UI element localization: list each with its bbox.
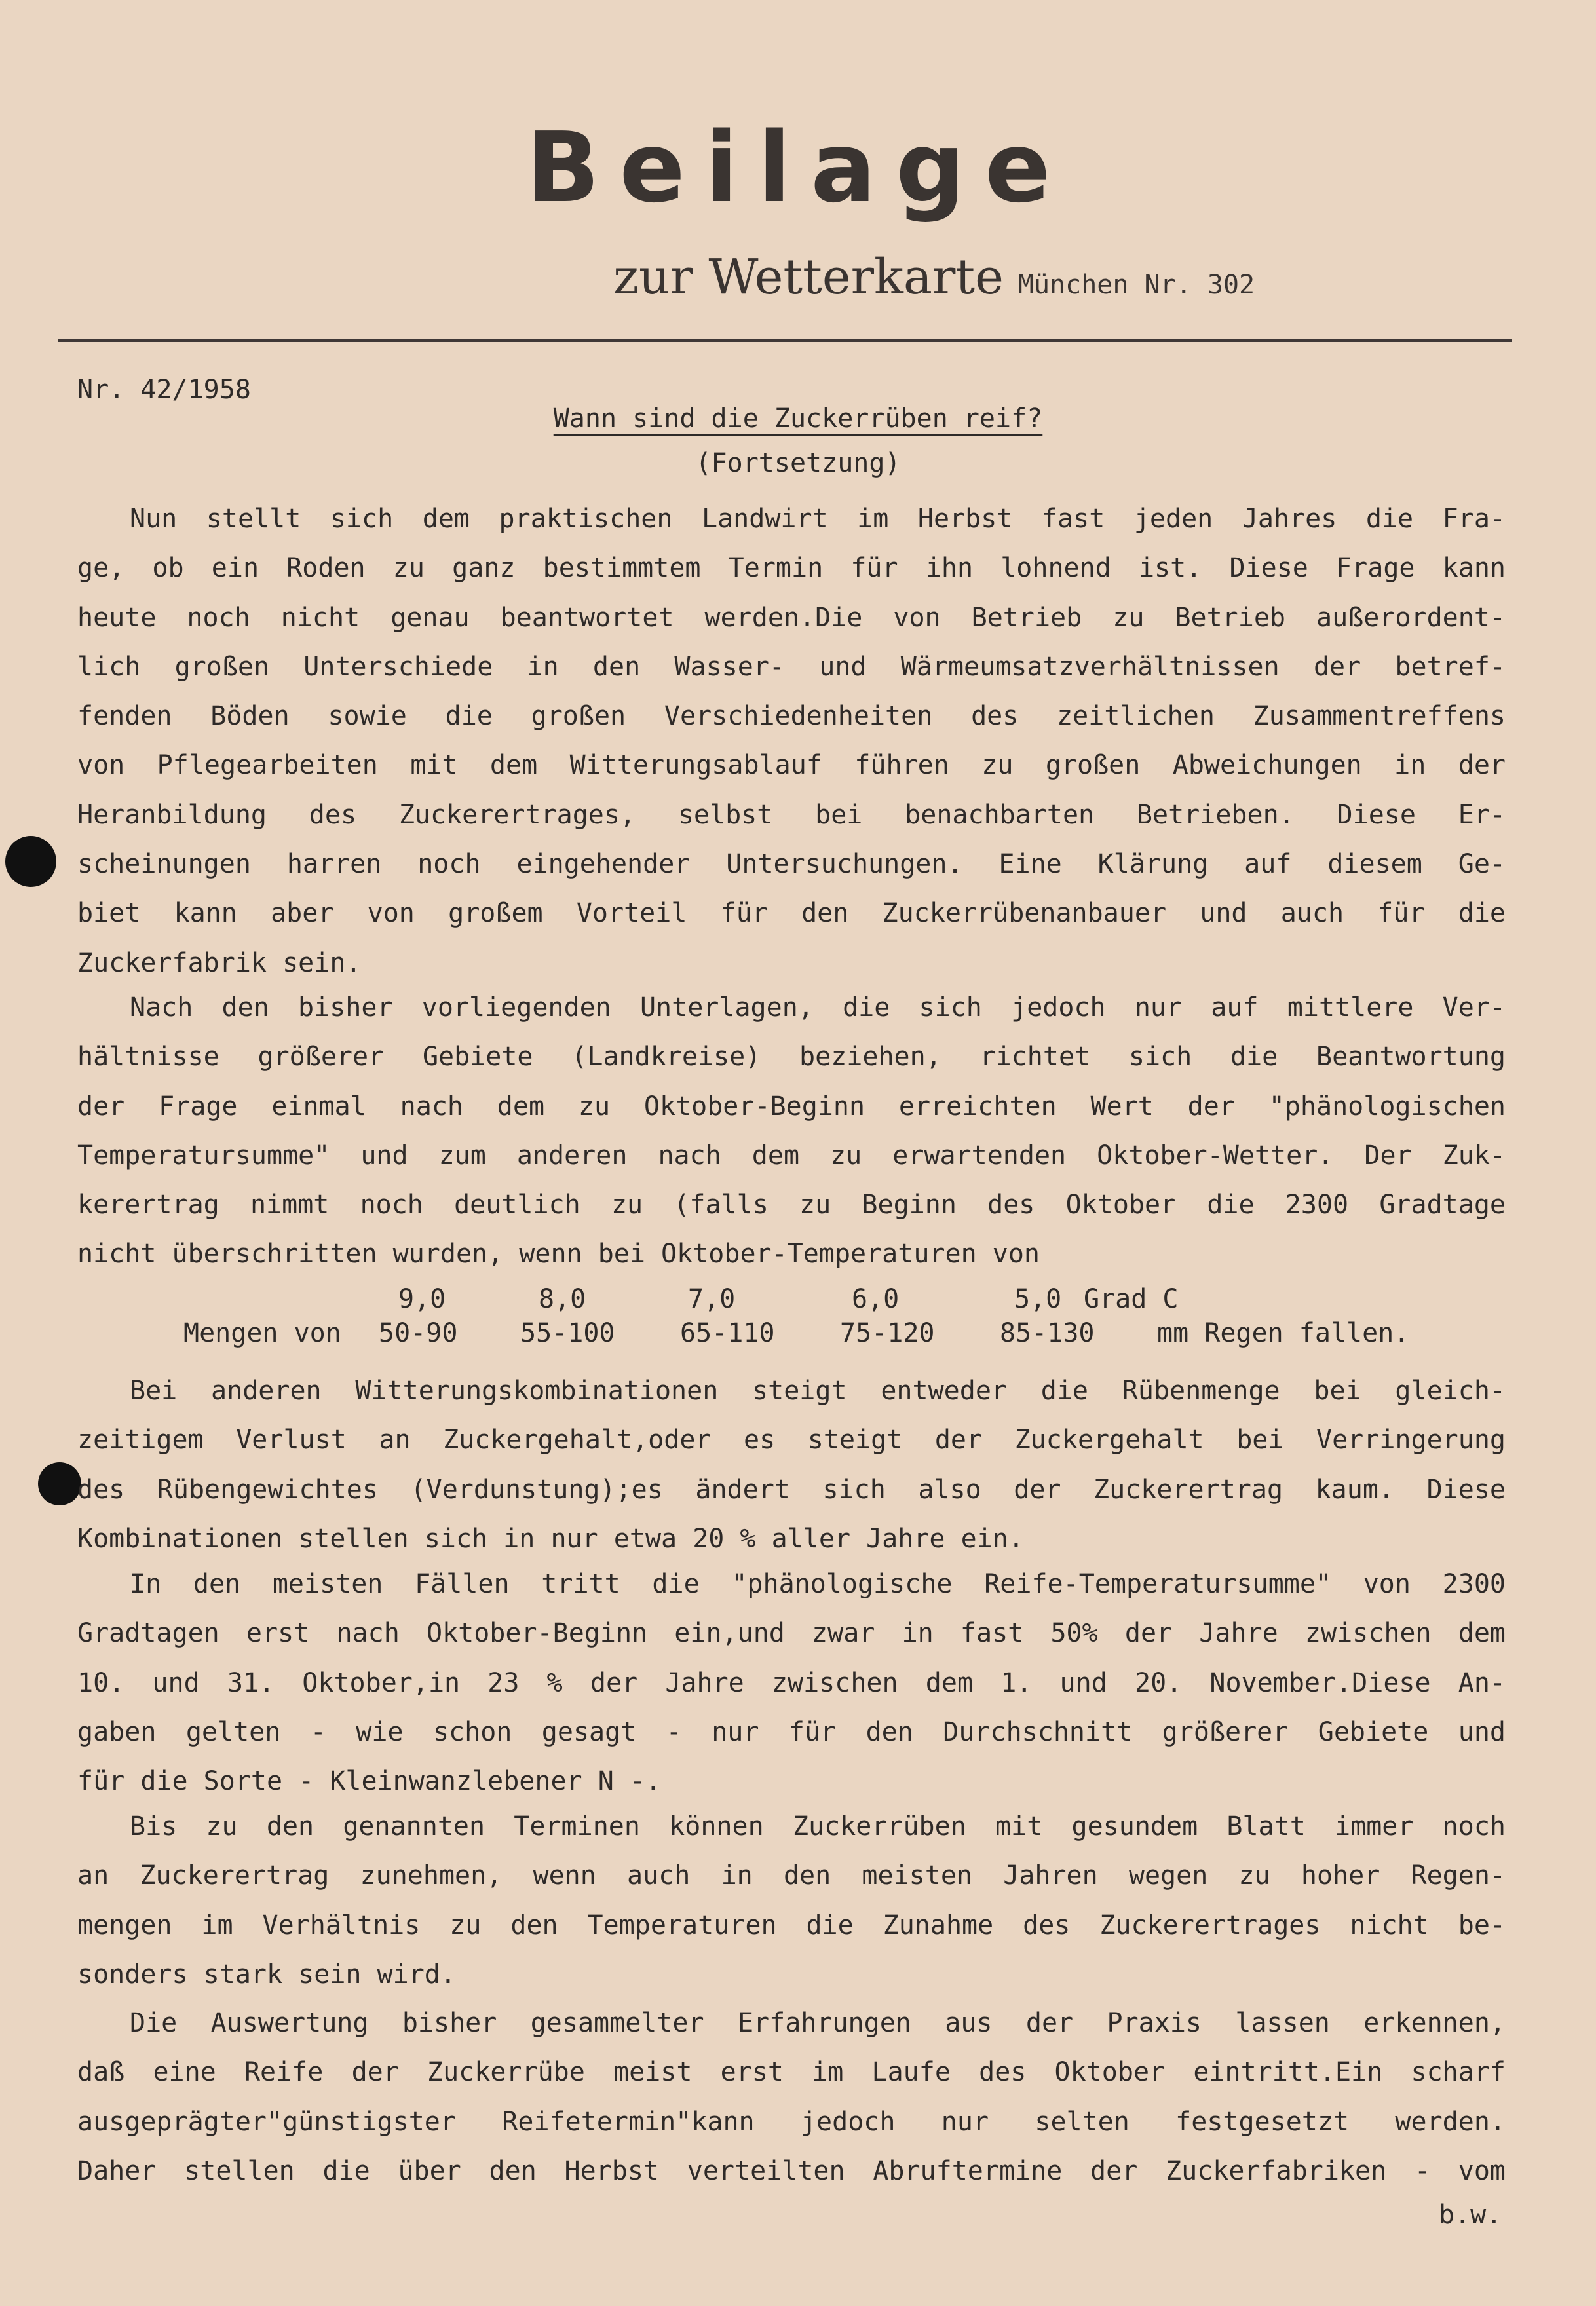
text-line: gaben gelten - wie schon gesagt - nur für den Durchschnitt größerer Gebiete und (77, 1716, 1506, 1747)
rain-range: 55-100 (520, 1318, 615, 1348)
text-line: fenden Böden sowie die großen Verschiedenheiten des zeitlichen Zusammentreffens (77, 701, 1506, 732)
text-line: Die Auswertung bisher gesammelter Erfahrungen aus der Praxis lassen erkennen, (130, 2008, 1506, 2038)
header-edition: München Nr. 302 (1017, 270, 1255, 300)
text-line: sonders stark sein wird. (77, 1959, 456, 1990)
text-line: Temperatursumme" und zum anderen nach dem zu erwartenden Oktober-Wetter. Der Zuk- (77, 1140, 1506, 1171)
temperature-value: 7,0 (688, 1284, 736, 1314)
text-line: für die Sorte - Kleinwanzlebener N -. (77, 1766, 662, 1797)
text-line: In den meisten Fällen tritt die "phänologische Reife-Temperatursumme" von 2300 (130, 1569, 1506, 1599)
text-line: des Rübengewichtes (Verdunstung);es ändert sich also der Zuckerertrag kaum. Diese (77, 1474, 1506, 1505)
footer-note: b.w. (1439, 2200, 1502, 2230)
row-label: Mengen von (183, 1318, 341, 1348)
text-line: Nun stellt sich dem praktischen Landwirt im Herbst fast jeden Jahres die Fra- (130, 504, 1506, 534)
text-line: Bei anderen Witterungskombinationen steigt entweder die Rübenmenge bei gleich- (130, 1376, 1506, 1406)
text-line: Kombinationen stellen sich in nur etwa 20 % aller Jahre ein. (77, 1523, 1024, 1554)
temperature-value: 9,0 (398, 1284, 446, 1314)
temperature-value: 8,0 (539, 1284, 586, 1314)
text-line: nicht überschritten wurden, wenn bei Oktober-Temperaturen von (77, 1239, 1040, 1270)
text-line: scheinungen harren noch eingehender Untersuchungen. Eine Klärung auf diesem Ge- (77, 849, 1506, 880)
text-line: Daher stellen die über den Herbst verteilten Abruftermine der Zuckerfabriken - vom (77, 2155, 1506, 2186)
rain-range: 65-110 (680, 1318, 775, 1348)
text-line: der Frage einmal nach dem zu Oktober-Beginn erreichten Wert der "phänologischen (77, 1091, 1506, 1122)
text-line: ge, ob ein Roden zu ganz bestimmtem Termin für ihn lohnend ist. Diese Frage kann (77, 553, 1506, 584)
text-line: mengen im Verhältnis zu den Temperaturen die Zunahme des Zuckerertrages nicht be- (77, 1910, 1506, 1940)
text-line: von Pflegearbeiten mit dem Witterungsablauf führen zu großen Abweichungen in der (77, 750, 1506, 781)
article-subtitle: (Fortsetzung) (695, 448, 901, 478)
paragraph (77, 1371, 1506, 1568)
issue-number: Nr. 42/1958 (77, 375, 251, 405)
text-line: an Zuckerertrag zunehmen, wenn auch in den meisten Jahren wegen zu hoher Regen- (77, 1861, 1506, 1891)
rain-range: 85-130 (1000, 1318, 1095, 1348)
temperature-value: 6,0 (852, 1284, 900, 1314)
rain-range: 50-90 (379, 1318, 458, 1348)
article-title-text: Wann sind die Zuckerrüben reif? (553, 404, 1043, 434)
header-rule (58, 339, 1512, 342)
text-line: Heranbildung des Zuckerertrages, selbst bei benachbarten Betrieben. Diese Er- (77, 799, 1506, 830)
paragraph (77, 499, 1506, 992)
header-title: Beilage (525, 111, 1071, 224)
article-title (0, 404, 1596, 434)
paragraph (77, 2003, 1506, 2201)
text-line: 10. und 31. Oktober,in 23 % der Jahre zwischen dem 1. und 20. November.Diese An- (77, 1667, 1506, 1698)
paragraph (77, 1807, 1506, 2004)
text-line: Zuckerfabrik sein. (77, 947, 362, 978)
text-line: daß eine Reife der Zuckerrübe meist erst im Laufe des Oktober eintritt.Ein scharf (77, 2057, 1506, 2088)
temperature-value: 5,0 (1014, 1284, 1062, 1314)
text-line: ausgeprägter"günstigster Reifetermin"kann jedoch nur selten festgesetzt werden. (77, 2106, 1506, 2137)
text-line: hältnisse größerer Gebiete (Landkreise) beziehen, richtet sich die Beantwortung (77, 1042, 1506, 1072)
paragraph (77, 988, 1506, 1284)
punch-hole (38, 1462, 81, 1505)
text-line: heute noch nicht genau beantwortet werden.Die von Betrieb zu Betrieb außerordent- (77, 602, 1506, 633)
rain-suffix: mm Regen fallen. (1157, 1318, 1410, 1348)
text-line: zeitigem Verlust an Zuckergehalt,oder es steigt der Zuckergehalt bei Verringerung (77, 1425, 1506, 1456)
text-line: Gradtagen erst nach Oktober-Beginn ein,und zwar in fast 50% der Jahre zwischen dem (77, 1618, 1506, 1649)
temperature-unit: Grad C (1084, 1284, 1179, 1314)
text-line: Nach den bisher vorliegenden Unterlagen, die sich jedoch nur auf mittlere Ver- (130, 992, 1506, 1023)
text-line: lich großen Unterschiede in den Wasser- und Wärmeumsatzverhältnissen der betref- (77, 651, 1506, 682)
punch-hole (5, 836, 56, 887)
rain-range: 75-120 (840, 1318, 935, 1348)
header-subtitle-text: zur Wetterkarte (613, 249, 1004, 305)
text-line: Bis zu den genannten Terminen können Zuckerrüben mit gesundem Blatt immer noch (130, 1811, 1506, 1842)
text-line: biet kann aber von großem Vorteil für den Zuckerrübenanbauer und auch für die (77, 898, 1506, 929)
paragraph (77, 1564, 1506, 1811)
header-subtitle (613, 249, 1255, 305)
text-line: kerertrag nimmt noch deutlich zu (falls zu Beginn des Oktober die 2300 Gradtage (77, 1190, 1506, 1220)
